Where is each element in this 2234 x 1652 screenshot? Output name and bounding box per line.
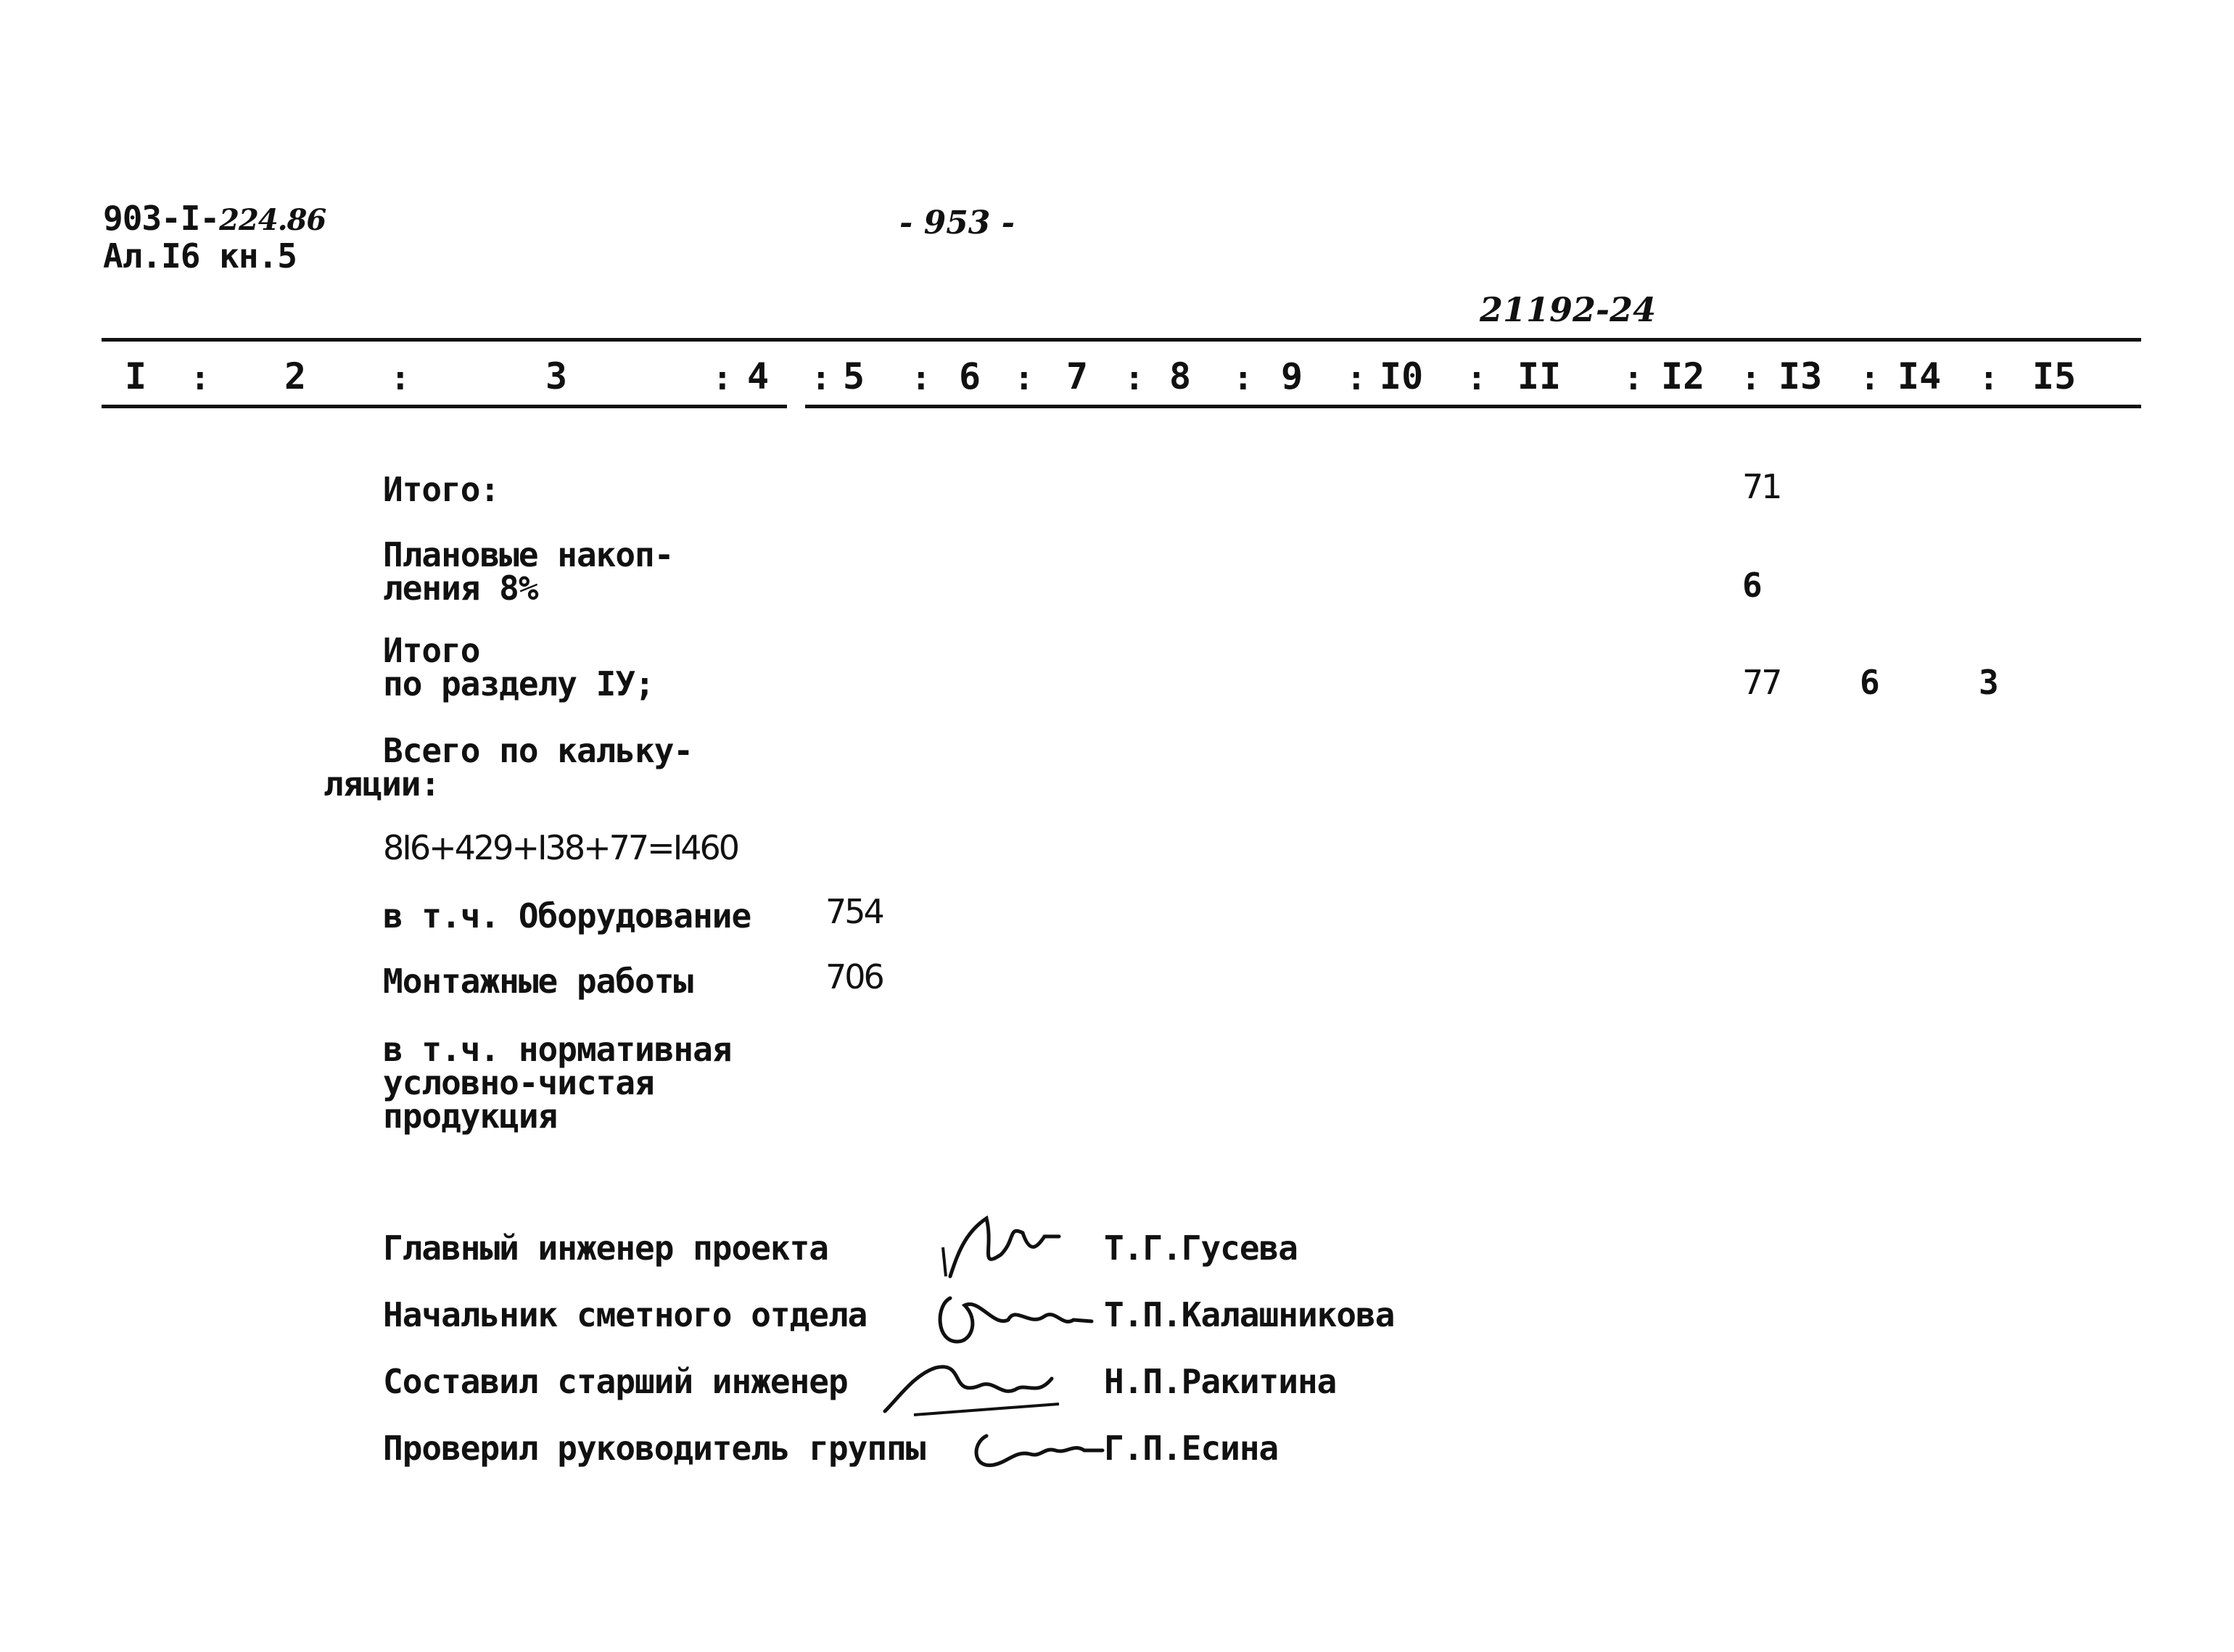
row-total-col13: 71 <box>1742 467 1781 506</box>
table-top-rule <box>102 338 2141 342</box>
column-separator: : <box>811 358 831 397</box>
row-equipment-label: в т.ч. Оборудование <box>383 896 751 936</box>
column-separator: : <box>1233 358 1253 397</box>
column-number-13: I3 <box>1778 355 1823 397</box>
column-number-2: 2 <box>284 355 307 397</box>
column-number-5: 5 <box>843 355 865 397</box>
column-separator: : <box>1346 358 1367 397</box>
signature-scribble-estimates-head <box>928 1276 1102 1356</box>
signature-name-group-lead: Г.П.Есина <box>1104 1429 1279 1468</box>
column-separator: : <box>1860 358 1880 397</box>
row-section-total-col15: 3 <box>1979 663 1998 702</box>
row-section-total-col13: 77 <box>1742 663 1781 702</box>
column-number-14: I4 <box>1897 355 1942 397</box>
row-installation-label: Монтажные работы <box>383 962 693 1001</box>
column-separator: : <box>390 358 411 397</box>
column-separator: : <box>1623 358 1644 397</box>
column-number-15: I5 <box>2032 355 2077 397</box>
column-separator: : <box>1014 358 1034 397</box>
column-separator: : <box>1467 358 1487 397</box>
table-header-rule-left <box>102 405 787 408</box>
column-number-10: I0 <box>1380 355 1424 397</box>
signature-role-chief-engineer: Главный инженер проекта <box>383 1228 828 1268</box>
row-planned-col13: 6 <box>1742 566 1762 605</box>
column-separator: : <box>712 358 733 397</box>
row-installation-value: 706 <box>825 957 883 996</box>
signature-role-group-lead: Проверил руководитель группы <box>383 1429 926 1468</box>
row-formula: 8I6+429+I38+77=I460 <box>383 828 738 867</box>
row-total-label: Итого: <box>383 470 500 509</box>
document-code-prefix: 903-I- <box>103 199 220 238</box>
album-line: Ал.I6 кн.5 <box>103 236 297 276</box>
page-number: - 953 - <box>899 205 1015 241</box>
column-number-8: 8 <box>1169 355 1192 397</box>
document-code-handwritten: 224.86 <box>219 203 326 237</box>
column-number-1: I <box>125 355 147 397</box>
column-separator: : <box>190 358 210 397</box>
signature-scribble-group-lead <box>965 1414 1110 1479</box>
column-number-11: II <box>1517 355 1562 397</box>
document-code <box>103 199 326 238</box>
signature-name-estimates-head: Т.П.Калашникова <box>1104 1295 1395 1334</box>
row-normative-label-line2: условно-чистая <box>383 1063 654 1102</box>
row-equipment-value: 754 <box>825 892 883 931</box>
row-section-total-col14: 6 <box>1860 663 1879 702</box>
column-number-4: 4 <box>747 355 770 397</box>
column-number-3: 3 <box>545 355 568 397</box>
row-planned-label-line2: ления 8% <box>383 569 538 608</box>
row-section-total-label-line2: по разделу IУ; <box>383 664 654 703</box>
table-header-rule-right <box>805 405 2141 408</box>
signature-name-senior-engineer: Н.П.Ракитина <box>1104 1362 1337 1401</box>
column-separator: : <box>1979 358 1999 397</box>
column-number-6: 6 <box>959 355 981 397</box>
column-separator: : <box>1741 358 1761 397</box>
signature-role-senior-engineer: Составил старший инженер <box>383 1362 848 1401</box>
row-section-total-label-line1: Итого <box>383 631 480 670</box>
row-grand-total-label-line2: ляции: <box>323 764 440 804</box>
signature-name-chief-engineer: Т.Г.Гусева <box>1104 1228 1298 1268</box>
row-normative-label-line3: продукция <box>383 1096 558 1136</box>
row-normative-label-line1: в т.ч. нормативная <box>383 1030 732 1069</box>
column-number-12: I2 <box>1661 355 1705 397</box>
reference-number: 21192-24 <box>1480 290 1657 329</box>
column-number-7: 7 <box>1066 355 1089 397</box>
column-separator: : <box>1124 358 1145 397</box>
column-number-9: 9 <box>1281 355 1303 397</box>
signature-role-estimates-head: Начальник сметного отдела <box>383 1295 867 1334</box>
column-separator: : <box>911 358 931 397</box>
row-planned-label-line1: Плановые накоп- <box>383 535 674 574</box>
row-grand-total-label-line1: Всего по кальку- <box>383 731 693 770</box>
